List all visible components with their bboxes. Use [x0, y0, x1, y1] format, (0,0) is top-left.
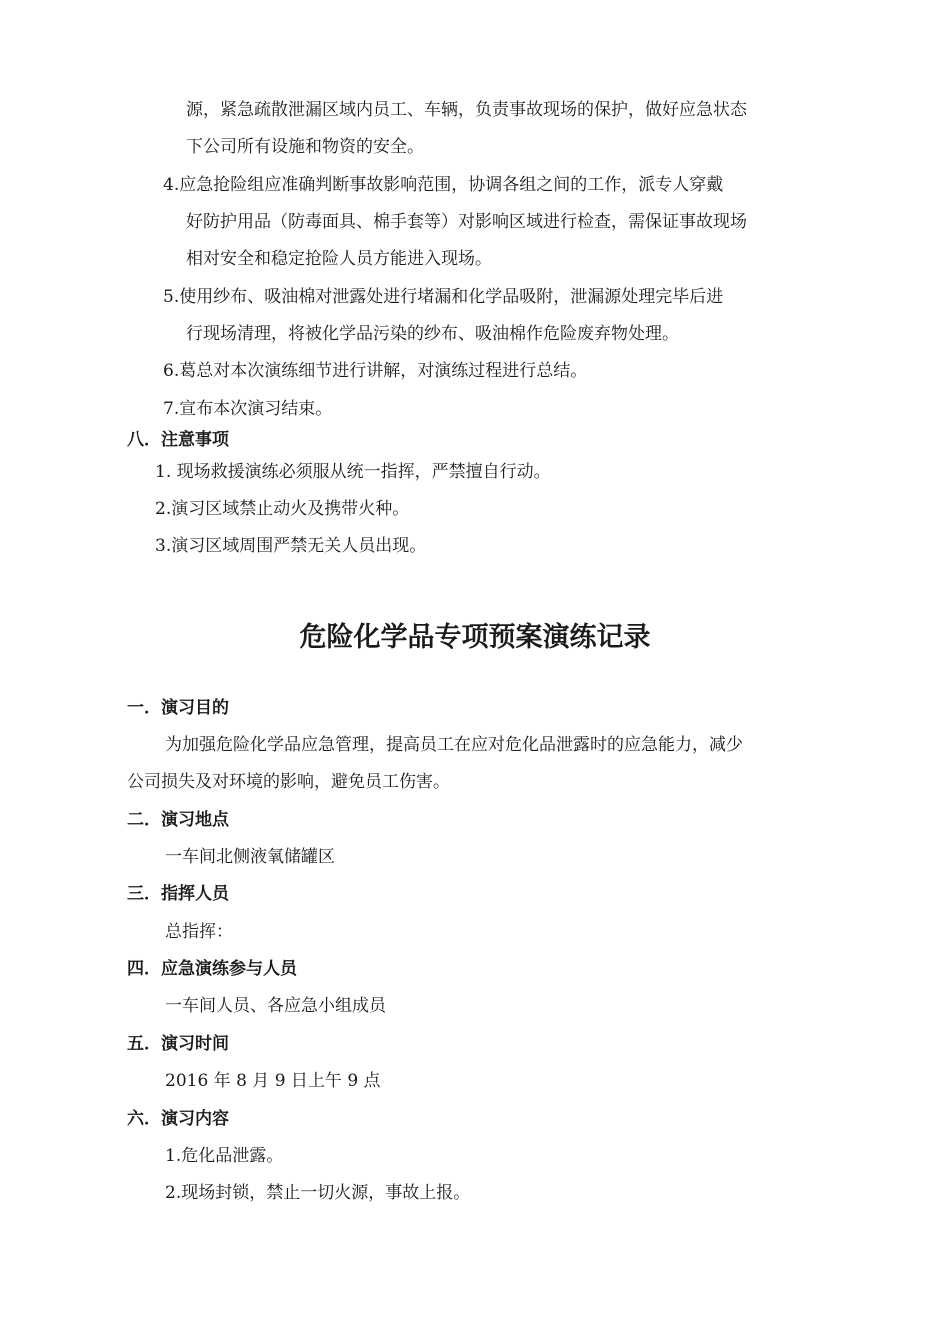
step3-continuation-line2: 下公司所有设施和物资的安全。 [186, 137, 424, 157]
step7-text: 7.宣布本次演习结束。 [163, 399, 333, 419]
step5-line2: 行现场清理，将被化学品污染的纱布、吸油棉作危险废弃物处理。 [186, 324, 679, 344]
step4-line3: 相对安全和稳定抢险人员方能进入现场。 [186, 249, 492, 269]
step3-continuation-line1: 源，紧急疏散泄漏区域内员工、车辆，负责事故现场的保护，做好应急状态 [186, 100, 747, 120]
section1-body-line1: 为加强危险化学品应急管理，提高员工在应对危化品泄露时的应急能力，减少 [165, 735, 743, 755]
section4-heading: 四．应急演练参与人员 [127, 959, 297, 979]
step6-text: 6.葛总对本次演练细节进行讲解，对演练过程进行总结。 [163, 361, 588, 381]
notes-item-1: 1. 现场救援演练必须服从统一指挥，严禁擅自行动。 [155, 462, 551, 482]
section1-heading: 一．演习目的 [127, 698, 229, 718]
section5-body: 2016 年 8 月 9 日上午 9 点 [165, 1071, 381, 1091]
section5-heading: 五．演习时间 [127, 1034, 229, 1054]
step4-line2: 好防护用品（防毒面具、棉手套等）对影响区域进行检查，需保证事故现场 [186, 212, 747, 232]
section3-body: 总指挥： [165, 922, 233, 942]
section6-heading: 六．演习内容 [127, 1109, 229, 1129]
section2-heading: 二．演习地点 [127, 810, 229, 830]
section2-body: 一车间北侧液氧储罐区 [165, 847, 335, 867]
section4-body: 一车间人员、各应急小组成员 [165, 996, 386, 1016]
section1-body-line2: 公司损失及对环境的影响，避免员工伤害。 [127, 772, 450, 792]
section6-item-2: 2.现场封锁，禁止一切火源，事故上报。 [165, 1183, 471, 1203]
step4-line1: 4.应急抢险组应准确判断事故影响范围，协调各组之间的工作，派专人穿戴 [163, 175, 724, 195]
record-title: 危险化学品专项预案演练记录 [299, 622, 651, 653]
section3-heading: 三．指挥人员 [127, 884, 229, 904]
step5-line1: 5.使用纱布、吸油棉对泄露处进行堵漏和化学品吸附，泄漏源处理完毕后进 [163, 287, 724, 307]
notes-item-2: 2.演习区域禁止动火及携带火种。 [155, 499, 410, 519]
section6-item-1: 1.危化品泄露。 [165, 1146, 284, 1166]
notes-item-3: 3.演习区域周围严禁无关人员出现。 [155, 536, 427, 556]
notes-heading: 八．注意事项 [127, 430, 229, 450]
